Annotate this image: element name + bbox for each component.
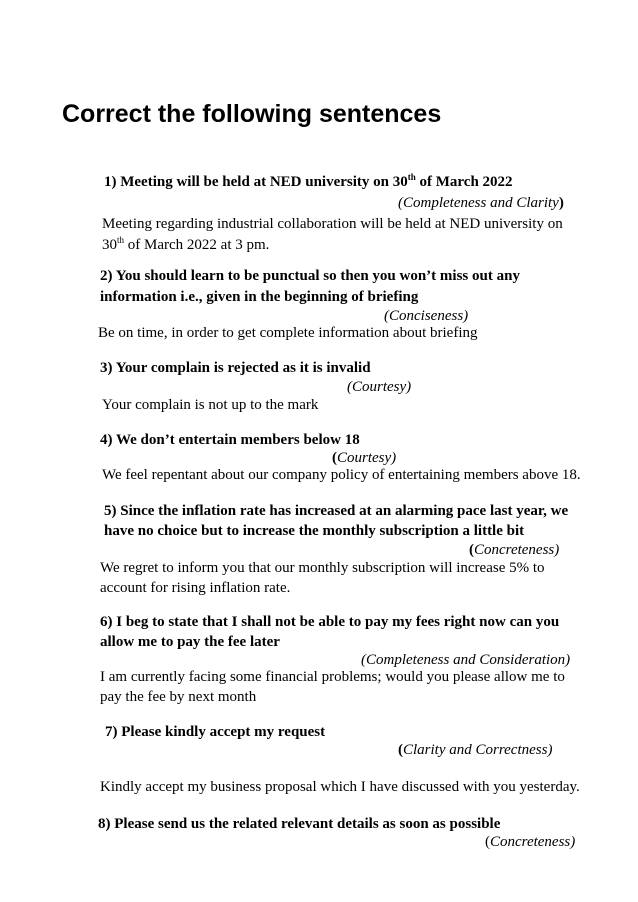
question-6-line-2: allow me to pay the fee later — [100, 634, 280, 650]
criteria-8: (Concreteness) — [485, 834, 576, 850]
answer-5-line-2: account for rising inflation rate. — [100, 580, 291, 596]
answer-1-line-1: Meeting regarding industrial collaboration will be held at NED university on — [102, 216, 563, 232]
question-2-line-2: information i.e., given in the beginning of briefing — [100, 289, 419, 305]
answer-5-line-1: We regret to inform you that our monthly subscription will increase 5% to — [100, 560, 545, 576]
criteria-2: (Conciseness) — [384, 308, 469, 324]
criteria-5: (Concreteness) — [469, 542, 560, 558]
answer-6-line-1: I am currently facing some financial problems; would you please allow me to — [100, 669, 565, 685]
answer-4: We feel repentant about our company policy of entertaining members above 18. — [102, 467, 581, 483]
criteria-1: (Completeness and Clarity) — [398, 195, 564, 211]
answer-7: Kindly accept my business proposal which I have discussed with you yesterday. — [100, 779, 580, 795]
question-5-line-1: 5) Since the inflation rate has increased at an alarming pace last year, we — [104, 503, 569, 519]
criteria-3: (Courtesy) — [347, 379, 412, 395]
question-1: 1) Meeting will be held at NED university on 30th of March 2022 — [104, 172, 513, 190]
criteria-4: (Courtesy) — [332, 450, 397, 466]
question-8: 8) Please send us the related relevant details as soon as possible — [98, 816, 501, 832]
answer-1-line-2: 30th of March 2022 at 3 pm. — [102, 235, 270, 253]
question-2-line-1: 2) You should learn to be punctual so then you won’t miss out any — [100, 268, 520, 284]
answer-3: Your complain is not up to the mark — [102, 397, 319, 413]
question-6-line-1: 6) I beg to state that I shall not be able to pay my fees right now can you — [100, 614, 560, 630]
answer-2: Be on time, in order to get complete information about briefing — [98, 325, 478, 341]
criteria-6: (Completeness and Consideration) — [361, 652, 571, 668]
question-4: 4) We don’t entertain members below 18 — [100, 432, 360, 448]
answer-6-line-2: pay the fee by next month — [100, 689, 257, 705]
question-7: 7) Please kindly accept my request — [105, 724, 326, 740]
question-3: 3) Your complain is rejected as it is invalid — [100, 360, 371, 376]
criteria-7: (Clarity and Correctness) — [398, 742, 553, 758]
page-title: Correct the following sentences — [62, 100, 442, 128]
question-5-line-2: have no choice but to increase the monthly subscription a little bit — [104, 523, 525, 539]
